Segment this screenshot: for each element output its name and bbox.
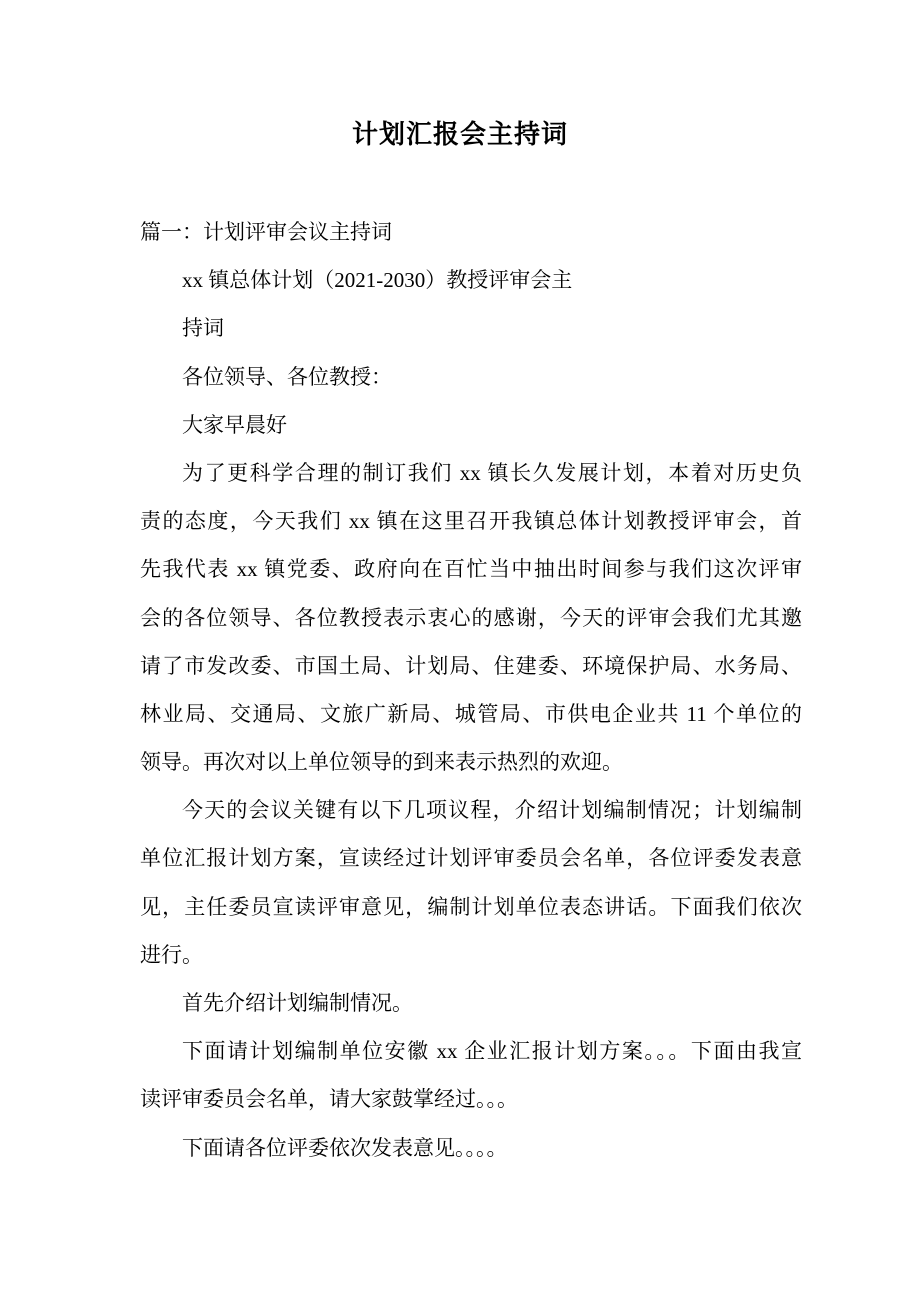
text-line: 下面请各位评委依次发表意见。。。。: [182, 1135, 508, 1160]
text-line: 大家早晨好: [182, 412, 287, 437]
text-line: 进行。: [140, 942, 203, 967]
text-line: 持词: [182, 316, 224, 341]
text-line: 篇一：计划评审会议主持词: [140, 220, 392, 244]
text-line: 领导。再次对以上单位领导的到来表示热烈的欢迎。: [140, 750, 623, 775]
text-line: 读评审委员会名单，请大家鼓掌经过。。。: [140, 1087, 518, 1112]
text-line: 请了市发改委、市国土局、计划局、住建委、环境保护局、水务局、: [140, 653, 802, 678]
text-line: 为了更科学合理的制订我们 xx 镇长久发展计划，本着对历史负: [182, 460, 802, 485]
text-line: 各位领导、各位教授：: [182, 364, 392, 389]
document-title: 计划汇报会主持词: [351, 120, 568, 149]
text-line: 先我代表 xx 镇党委、政府向在百忙当中抽出时间参与我们这次评审: [140, 557, 802, 582]
text-line: 下面请计划编制单位安徽 xx 企业汇报计划方案。。。下面由我宣: [182, 1039, 802, 1064]
text-line: 单位汇报计划方案，宣读经过计划评审委员会名单，各位评委发表意: [140, 846, 802, 871]
text-line: 责的态度，今天我们 xx 镇在这里召开我镇总体计划教授评审会，首: [140, 509, 802, 534]
document-body: [140, 208, 802, 1172]
text-line: 林业局、交通局、文旅广新局、城管局、市供电企业共 11 个单位的: [140, 701, 802, 726]
text-line: 今天的会议关键有以下几项议程，介绍计划编制情况；计划编制: [182, 798, 802, 823]
text-line: 会的各位领导、各位教授表示衷心的感谢，今天的评审会我们尤其邀: [140, 605, 802, 630]
text-line: 首先介绍计划编制情况。: [182, 991, 413, 1015]
text-line: xx 镇总体计划（2021-2030）教授评审会主: [182, 268, 573, 293]
text-line: 见，主任委员宣读评审意见，编制计划单位表态讲话。下面我们依次: [140, 894, 802, 919]
